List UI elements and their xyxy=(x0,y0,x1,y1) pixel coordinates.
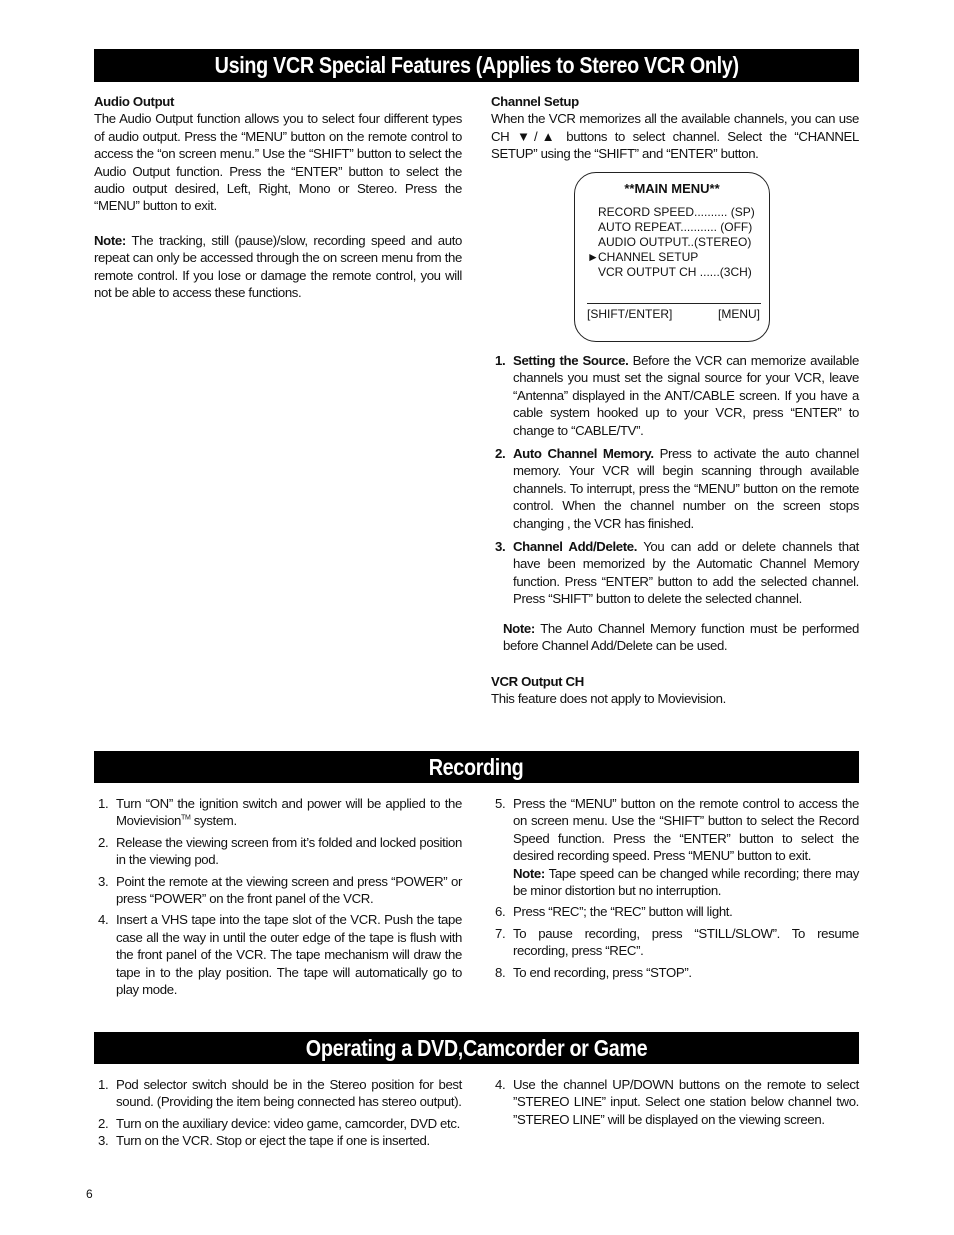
note-label: Note: xyxy=(503,620,535,636)
step-lead: Channel Add/Delete. xyxy=(513,539,638,555)
step-number: 4. xyxy=(495,1077,506,1092)
audio-output-heading: Audio Output xyxy=(94,94,175,109)
step-number: 2. xyxy=(495,446,506,462)
recording-left-column xyxy=(94,795,462,1002)
channel-setup-intro: When the VCR memorizes all the available channels, you can use CH ▼/▲ buttons to select channel. Select the “CHANNEL SETUP” using the “SHIFT” and “ENTER” button. xyxy=(491,111,859,162)
list-item xyxy=(491,795,859,899)
menu-item-vcr-output: VCR OUTPUT CH ......(3CH) xyxy=(598,265,752,279)
menu-divider xyxy=(587,303,761,304)
menu-footer-shift-enter: [SHIFT/ENTER] xyxy=(587,307,673,321)
step-number: 6. xyxy=(495,904,506,920)
section-title: Recording xyxy=(429,754,524,780)
menu-item-audio-output: AUDIO OUTPUT..(STEREO) xyxy=(598,235,752,249)
note-label: Note: xyxy=(94,232,126,248)
pointer-arrow-icon: ► xyxy=(587,250,599,264)
list-item xyxy=(491,445,859,532)
list-item xyxy=(94,1076,462,1111)
channel-setup-section xyxy=(491,93,859,163)
page-number: 6 xyxy=(86,1187,93,1201)
channel-setup-heading: Channel Setup xyxy=(491,94,579,109)
recording-right-column xyxy=(491,795,859,985)
step-number: 5. xyxy=(495,796,506,811)
list-item xyxy=(94,795,462,830)
step-number: 8. xyxy=(495,964,506,980)
step-number: 3. xyxy=(98,1133,109,1149)
step-text: Insert a VHS tape into the tape slot of the VCR. Push the tape case all the way in until the outer edge of the tape is flush with the front panel of the VCR. The tape mechanism will draw the tape in to the play position. The tape will automatically go to play mode. xyxy=(116,912,462,998)
note-text: Tape speed can be changed while recording; there may be minor distortion but no interruption. xyxy=(513,865,859,899)
step-number: 3. xyxy=(495,539,506,555)
step-text: Press the “MENU” button on the remote control to access the on screen menu. Use the “SHIFT” button to select the Record Speed function. Press the “ENTER” button to select the desired recording speed. Press “MENU” button to exit. xyxy=(513,796,859,864)
step-text: Release the viewing screen from it’s folded and locked position in the viewing pod. xyxy=(116,834,462,868)
step-text: Turn on the auxiliary device: video game, camcorder, DVD etc. xyxy=(116,1115,460,1131)
step-number: 1. xyxy=(98,796,109,811)
step-number: 1. xyxy=(495,353,506,368)
vcr-output-body: This feature does not apply to Movievision. xyxy=(491,690,726,706)
list-item xyxy=(94,1115,462,1132)
main-menu-illustration xyxy=(574,172,770,342)
list-item xyxy=(94,834,462,869)
step-text: Before the VCR can memorize available channels you must set the signal source for your VCR, leave “Antenna” displayed in the ANT/CABLE screen. If you have a cable system hooked up to your VCR, press “ENTER” to change to “CABLE/TV”. xyxy=(513,353,859,438)
menu-footer-menu: [MENU] xyxy=(718,307,760,321)
section-title: Using VCR Special Features (Applies to Stereo VCR Only) xyxy=(214,52,739,78)
note-text: The Auto Channel Memory function must be performed before Channel Add/Delete can be used. xyxy=(503,620,860,654)
step-lead: Setting the Source. xyxy=(513,353,629,368)
list-item xyxy=(491,903,859,920)
step-text: Pod selector switch should be in the Stereo position for best sound. (Providing the item being connected has stereo output). xyxy=(116,1077,462,1110)
step-text: To pause recording, press “STILL/SLOW”. To resume recording, press “REC”. xyxy=(513,925,859,959)
step-number: 2. xyxy=(98,834,109,850)
note-text: The tracking, still (pause)/slow, recording speed and auto repeat can only be accessed through the on screen menu from the remote control. If you lose or damage the remote control, you will not be able to access these functions. xyxy=(94,232,462,301)
section-title: Operating a DVD,Camcorder or Game xyxy=(305,1035,648,1061)
step-lead: Auto Channel Memory. xyxy=(513,446,654,462)
list-item xyxy=(491,352,859,439)
section-banner-vcr-features xyxy=(94,49,859,82)
audio-output-body: The Audio Output function allows you to select four different types of audio output. Press the “MENU” button on the remote control to access the “on screen menu.” Use the “SHIFT” button to select the Audio Output function. Press the “ENTER” button to select the audio output desired, Left, Right, Mono or Stereo. Press the “MENU” button to exit. xyxy=(94,111,462,214)
step-text: Turn on the VCR. Stop or eject the tape if one is inserted. xyxy=(116,1133,430,1149)
step-text: Press to activate the auto channel memory. Your VCR will begin scanning through available channels. To interrupt, press the “MENU” button on the remote control. When the channel number on the screen stops changing , the VCR has finished. xyxy=(513,446,859,531)
step-number: 2. xyxy=(98,1115,109,1131)
list-item xyxy=(491,925,859,960)
channel-setup-note xyxy=(491,620,859,655)
operating-left-column xyxy=(94,1076,462,1150)
menu-item-channel-setup-label: CHANNEL SETUP xyxy=(598,250,699,264)
section-banner-recording xyxy=(94,751,859,783)
main-menu-title: **MAIN MENU** xyxy=(624,181,720,196)
vcr-output-heading: VCR Output CH xyxy=(491,673,584,689)
list-item xyxy=(94,873,462,908)
step-text: You can add or delete channels that have been memorized by the Automatic Channel Memory function. Press “ENTER” button to add the selected channel. Press “SHIFT” button to delete the selected channel. xyxy=(513,539,859,607)
list-item xyxy=(491,538,859,608)
trademark-mark: TM xyxy=(181,815,191,823)
audio-output-section xyxy=(94,93,462,301)
step-text: Use the channel UP/DOWN buttons on the remote to select ”STEREO LINE” input. Select one station below channel two. ”STEREO LINE” will be displayed on the viewing screen. xyxy=(513,1077,859,1127)
step-text: Turn “ON” the ignition switch and power will be applied to the Movievision xyxy=(116,796,462,829)
audio-output-note xyxy=(94,232,462,302)
menu-item-channel-setup xyxy=(587,250,761,265)
step-number: 1. xyxy=(98,1077,109,1092)
note-label: Note: xyxy=(513,865,545,881)
vcr-output-section xyxy=(491,673,859,708)
step-text: Point the remote at the viewing screen and press “POWER” or press “POWER” on the front panel of the VCR. xyxy=(116,873,462,907)
list-item xyxy=(94,1132,462,1149)
list-item xyxy=(491,1076,859,1128)
main-menu-items xyxy=(587,205,761,280)
operating-right-column xyxy=(491,1076,859,1134)
step-number: 7. xyxy=(495,925,506,941)
section-banner-operating xyxy=(94,1032,859,1064)
step-number: 3. xyxy=(98,873,109,889)
list-item xyxy=(94,911,462,998)
step-text: To end recording, press “STOP”. xyxy=(513,964,692,980)
channel-setup-steps xyxy=(491,352,859,707)
step-text-after: system. xyxy=(190,813,237,829)
list-item xyxy=(491,964,859,981)
menu-item-record-speed: RECORD SPEED.......... (SP) xyxy=(598,205,755,219)
menu-item-auto-repeat: AUTO REPEAT........... (OFF) xyxy=(598,220,753,234)
step-number: 4. xyxy=(98,912,109,928)
step-text: Press “REC”; the “REC” button will light. xyxy=(513,904,733,920)
